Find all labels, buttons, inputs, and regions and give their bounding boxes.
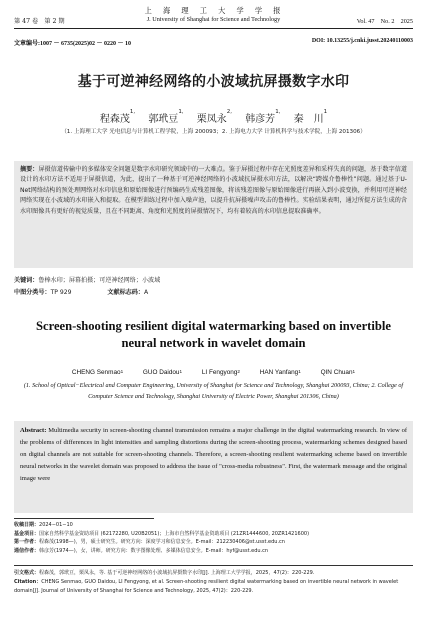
journal-title-en: J. University of Shanghai for Science and Technology	[146, 16, 281, 23]
author-cn: 郭玳豆$^{1,}$	[148, 109, 184, 125]
author-en: HAN Yanfang$^1$	[259, 369, 301, 376]
footnote-first-author: 第一作者：程森茂(1998—)，男，硕士研究生。研究方向：深度学习和信息安全。E-mail：212230406@st.usst.edu.cn	[14, 539, 285, 546]
authors-en	[0, 369, 427, 376]
title-cn: 基于可逆神经网络的小波域抗屏摄数字水印	[77, 74, 350, 90]
volume-issue-cn: 第 47 卷 第 2 期	[14, 18, 65, 25]
abstract-en	[14, 421, 413, 513]
citation-block	[14, 568, 413, 595]
footnote-corresponding-author: 通信作者：韩彦芳(1974—)，女，讲师。研究方向：数字图像处理、多媒体信息安全。E-mail：hyf@usst.edu.cn	[14, 548, 269, 555]
author-en: QIN Chuan$^1$	[320, 369, 356, 376]
affiliation-en: (1. School of Optical−Electrical and Computer Engineering, University of Shanghai for Science and Technology, Shanghai 200093, China; 2. College of Computer Science and Technology, Shanghai University of Electric Power, Shanghai 201306, China)	[23, 382, 404, 400]
abstract-cn-label: 摘要：	[20, 166, 39, 173]
abstract-cn-text: 屏摄信道传输中的多媒体安全问题是数字水印研究领域中的一大难点。鉴于屏摄过程中存在光照度差异和采样失真的问题，基于数字信道设计的水印方法不适用于屏摄信道，为此，提出了一种基于可逆神经网络的小波域抗屏摄水印方法，以解决“跨媒介鲁棒性”问题。通过基于U-Net网络结构的预处理网络对水印信息和原始图像进行预编码生成残差图像，将该残差图像与原始图像进行再嵌入到小波变换，并利用可逆神经网络实现在小波域的水印嵌入和提取。在模型训练过程中加入噪声池，以提升抗屏摄噪声攻击的鲁棒性。实验结果表明，通过所提方法生成的含水印图像具有更好的视觉质量，且在不同距离、角度和光照度的屏摄情况下，均有着较高的水印信息提取准确率。	[20, 166, 408, 215]
keywords-block	[14, 275, 413, 299]
author-cn: 程森茂$^{1,}$	[99, 109, 136, 125]
footnote-received: 收稿日期：2024−01−10	[14, 522, 73, 528]
affiliation-cn: （1. 上海理工大学 光电信息与计算机工程学院，上海 200093；2. 上海电力大学 计算机科学与技术学院，上海 201306）	[61, 129, 366, 135]
abstract-en-label: Abstract:	[20, 427, 47, 434]
citation-rule	[14, 565, 413, 566]
title-en: Screen-shooting resilient digital watermarking based on invertible neural network in wavelet domain	[36, 319, 391, 350]
journal-title-cn: 上 海 理 工 大 学 学 报	[144, 6, 283, 15]
header-rule	[14, 28, 413, 29]
author-en: LI Fengyong$^2$	[201, 369, 240, 376]
article-meta	[14, 38, 413, 47]
article-number: 文章编号:1007 － 6735(2025)02 － 0220 － 10	[14, 41, 131, 47]
footnote-funding: 基金项目：国家自然科学基金资助项目 (62172280, U20B2051)；上海市自然科学基金资助项目 (21ZR1444600, 20ZR1421600)	[14, 530, 310, 537]
authors-cn	[0, 110, 427, 125]
author-cn: 韩彦芳$^{1,}$	[245, 109, 281, 125]
keywords-cn: 关键词：鲁棒水印；屏幕拍摄；可逆神经网络；小波域	[14, 277, 161, 284]
footnotes	[14, 521, 413, 556]
abstract-en-text: Multimedia security in screen-shooting channel transmission remains a major challenge in the digital watermarking research. In view of the problems of differences in light intensities and sampling distortions during the screen-shooting process, watermarking schemes designed based on digital channels are not suitable for screen-shooting channels. Therefore, a screen-shooting resilient watermarking scheme based on invertible neural networks in the wavelet domain was proposed to address the issue of "cross-media robustness". First, the watermark message and the original image were	[20, 427, 408, 483]
clc-number: TP 929	[50, 289, 72, 296]
abstract-cn	[14, 161, 413, 268]
doi: DOI: 10.13255/j.cnki.jusst.20240110003	[311, 38, 413, 44]
author-en: CHENG Senmao$^1$	[71, 369, 124, 376]
volume-issue-en: Vol. 47 No. 2 2025	[356, 18, 413, 25]
citation-en: Citation：CHENG Senmao, GUO Daidou, LI Fengyong, et al. Screen-shooting resilient digital watermarking based on invertible neural network in wavelet domain[J]. Journal of University of Shanghai for Science and Technology, 2025, 47(2)：220-229.	[14, 579, 399, 594]
classification: 中图分类号：TP 929 文献标志码：A	[14, 289, 149, 296]
document-code: A	[143, 289, 149, 296]
footnote-rule	[14, 518, 154, 519]
author-cn: 秦 川$^1$	[293, 109, 328, 125]
citation-cn: 引文格式：程森茂，郭玳豆，栗凤永，等. 基于可逆神经网络的小波域抗屏摄数字水印[J]. 上海理工大学学报，2025，47(2)：220-229.	[14, 570, 315, 576]
author-en: GUO Daidou$^1$	[142, 369, 183, 376]
author-cn: 栗凤永$^{2,}$	[196, 109, 232, 125]
running-header	[14, 6, 413, 34]
